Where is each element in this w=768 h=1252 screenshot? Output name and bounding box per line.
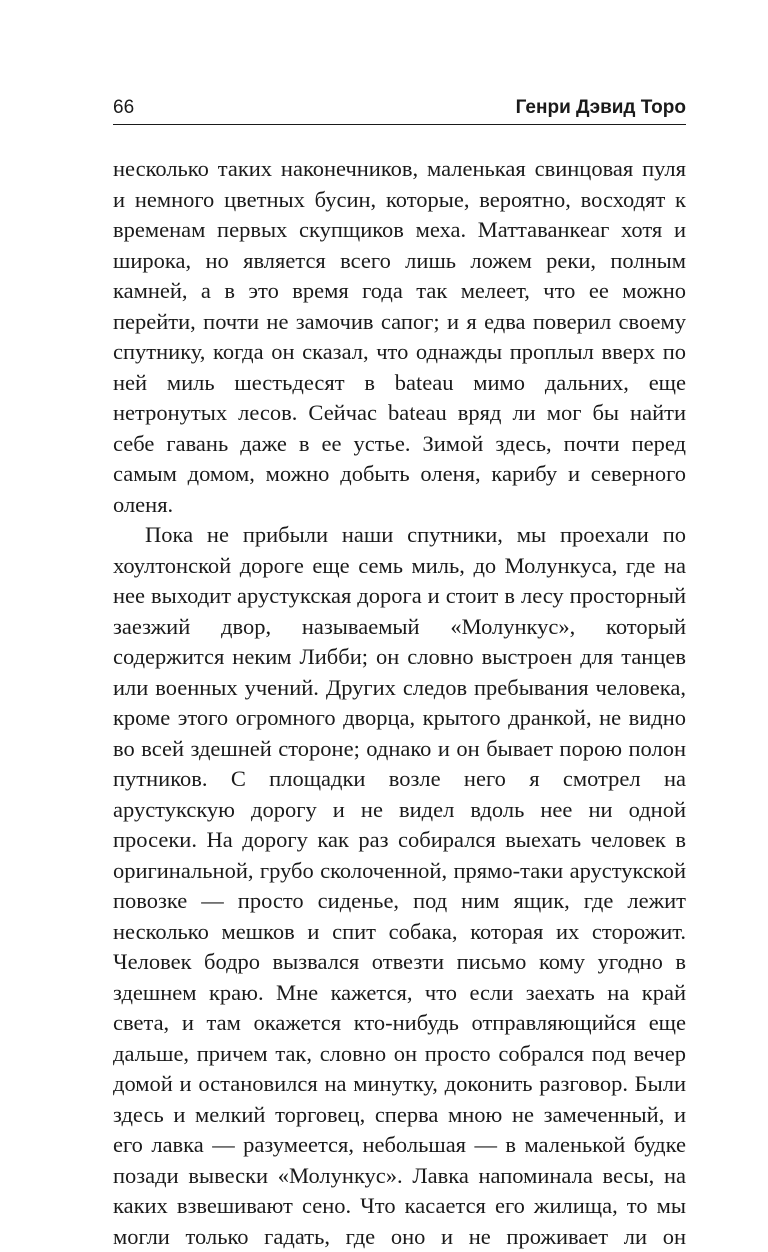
page-header	[113, 96, 686, 124]
paragraph-2: Пока не прибыли наши спутники, мы проехали по хоултонской дороге еще семь миль, до Молункуса, где на нее выходит арустукская дорога и стоит в лесу просторный заезжий двор, называемый «Молункус», который содержится неким Либби; он словно выстроен для танцев или военных учений. Других следов пребывания человека, кроме этого огромного дворца, крытого дранкой, не видно во всей здешней стороне; однако и он бывает порою полон путников. С площадки возле него я смотрел на арустукскую дорогу и не видел вдоль нее ни одной просеки. На дорогу как раз собирался выехать человек в оригинальной, грубо сколоченной, прямо-таки арустукской повозке — просто сиденье, под ним ящик, где лежит несколько мешков и спит собака, которая их сторожит. Человек бодро вызвался отвезти письмо кому угодно в здешнем краю. Мне кажется, что если заехать на край света, и там окажется кто-нибудь отправляющийся еще дальше, причем так, словно он просто собрался под вечер домой и остановился на минутку, доконить разговор. Были здесь и мелкий торговец, сперва мною не замеченный, и его лавка — разумеется, небольшая — в маленькой будке позади вывески «Молункус». Лавка напоминала весы, на каких взвешивают сено. Что касается его жилища, то мы могли только гадать, где оно и не проживает ли он	[113, 522, 686, 1249]
header-rule	[113, 124, 686, 125]
page-number: 66	[113, 97, 135, 118]
running-head: Генри Дэвид Торо	[515, 97, 686, 118]
body-text	[113, 154, 686, 1252]
paragraph-1: несколько таких наконечников, маленькая свинцовая пуля и немного цветных бусин, которые, вероятно, восходят к временам первых скупщиков меха. Маттаванкеаг хотя и широка, но является всего лишь ложем реки, полным камней, а в это время года так мелеет, что ее можно перейти, почти не замочив сапог; и я едва поверил своему спутнику, когда он сказал, что однажды проплыл вверх по ней миль шестьдесят в bateau мимо дальних, еще нетронутых лесов. Сейчас bateau вряд ли мог бы найти себе гавань даже в ее устье. Зимой здесь, почти перед самым домом, можно добыть оленя, карибу и северного оленя.	[113, 156, 686, 517]
